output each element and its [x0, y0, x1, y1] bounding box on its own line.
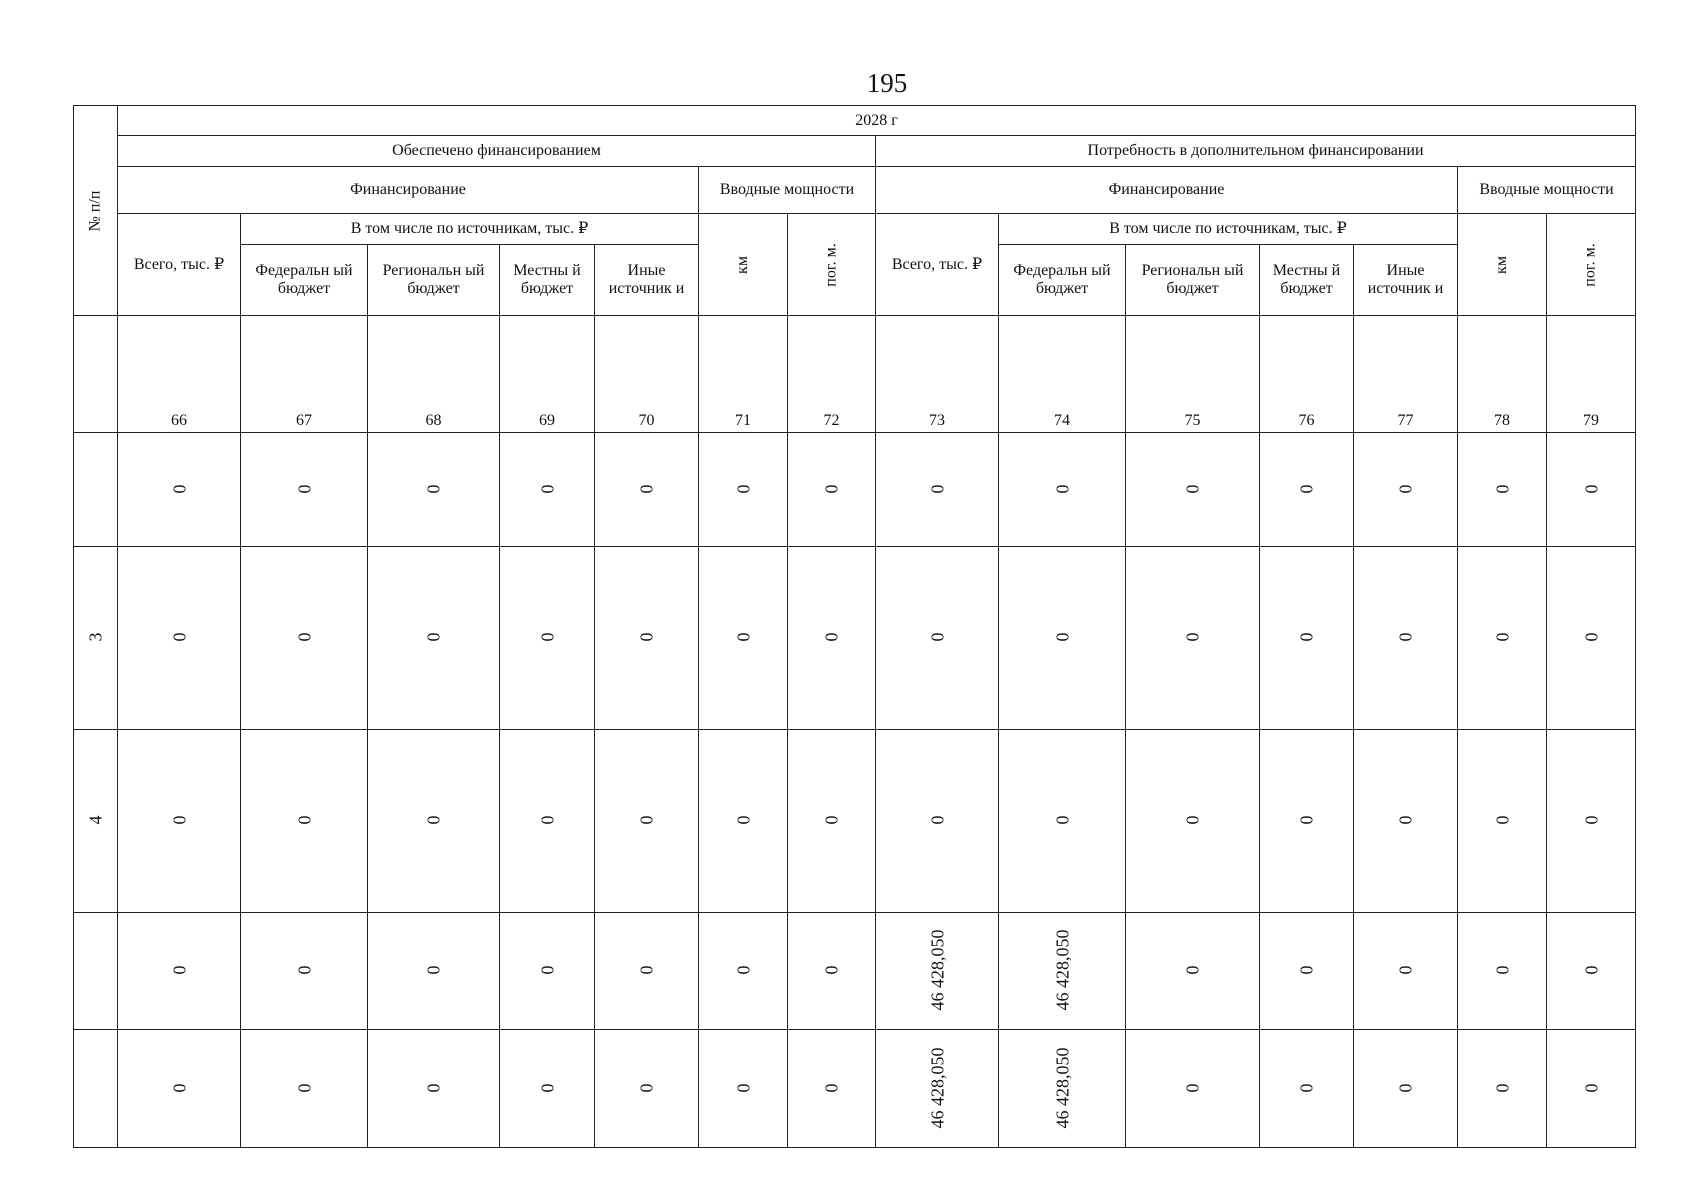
- cell-value: 46 428,050: [927, 1047, 947, 1128]
- table-cell: [595, 913, 699, 1030]
- federal-header-secured: Федеральн ый бюджет: [241, 245, 368, 316]
- local-header-need: Местны й бюджет: [1260, 245, 1354, 316]
- cell-value: 0: [294, 965, 314, 975]
- table-cell: [241, 547, 368, 730]
- table-cell: [1260, 1030, 1354, 1148]
- cell-value: 0: [423, 632, 444, 642]
- regional-header-secured: Региональн ый бюджет: [368, 245, 500, 316]
- cell-value: 0: [294, 815, 314, 825]
- cell-value: 0: [636, 484, 657, 493]
- cell-value: 0: [294, 484, 314, 493]
- cell-value: 0: [1296, 632, 1317, 642]
- column-number: 74: [999, 316, 1126, 433]
- pog-m-header-secured: пог. м.: [788, 214, 876, 316]
- data-rows: [74, 433, 1636, 1148]
- table-cell: [1260, 547, 1354, 730]
- table-cell: [595, 730, 699, 913]
- cell-value: 46 428,050: [1052, 929, 1072, 1011]
- table-cell: [1354, 913, 1458, 1030]
- table-cell: [1126, 433, 1260, 547]
- cell-value: 0: [733, 965, 753, 975]
- row-number-cell: [74, 433, 118, 547]
- table-cell: [118, 730, 241, 913]
- other-header-secured: Иные источник и: [595, 245, 699, 316]
- table-cell: [368, 913, 500, 1030]
- cell-value: 0: [636, 965, 657, 975]
- table-cell: [1458, 547, 1547, 730]
- column-numbers-row: [74, 316, 1636, 433]
- cell-value: 0: [1395, 1083, 1416, 1092]
- table-cell: [999, 913, 1126, 1030]
- sources-header-secured: В том числе по источникам, тыс. ₽: [241, 214, 699, 245]
- column-number: 78: [1458, 316, 1547, 433]
- table-cell: [1354, 547, 1458, 730]
- table-cell: [1126, 913, 1260, 1030]
- table-row: [74, 433, 1636, 547]
- capacity-header-secured: Вводные мощности: [699, 167, 876, 214]
- cell-value: 0: [1492, 1083, 1512, 1092]
- cell-value: 0: [1395, 484, 1416, 493]
- column-number: 75: [1126, 316, 1260, 433]
- table-cell: [1126, 1030, 1260, 1148]
- table-cell: [1547, 547, 1636, 730]
- row-number-cell: [74, 1030, 118, 1148]
- column-number: 70: [595, 316, 699, 433]
- table-cell: [500, 913, 595, 1030]
- cell-value: 0: [294, 632, 314, 642]
- row-number: 3: [85, 632, 106, 642]
- cell-value: 0: [1052, 632, 1072, 642]
- table-cell: [241, 913, 368, 1030]
- table-cell: [876, 1030, 999, 1148]
- table-cell: [500, 1030, 595, 1148]
- cell-value: 0: [1296, 965, 1317, 975]
- cell-value: 0: [1395, 632, 1416, 642]
- cell-value: 0: [927, 632, 947, 642]
- cell-value: 0: [537, 1083, 557, 1092]
- cell-value: 0: [537, 484, 557, 493]
- column-number: 73: [876, 316, 999, 433]
- table-cell: [1126, 730, 1260, 913]
- table-cell: [1547, 433, 1636, 547]
- column-number: 66: [118, 316, 241, 433]
- column-number: 72: [788, 316, 876, 433]
- cell-value: 0: [821, 484, 842, 493]
- cell-value: 0: [1492, 632, 1512, 642]
- cell-value: 0: [1492, 815, 1512, 825]
- table-cell: [788, 1030, 876, 1148]
- table-cell: [241, 433, 368, 547]
- column-number: 71: [699, 316, 788, 433]
- financing-header-need: Финансирование: [876, 167, 1458, 214]
- column-number: 69: [500, 316, 595, 433]
- cell-value: 0: [1296, 484, 1317, 493]
- column-number: 67: [241, 316, 368, 433]
- table-cell: [699, 433, 788, 547]
- cell-value: 0: [1492, 965, 1512, 975]
- cell-value: 0: [1182, 1083, 1203, 1092]
- financing-header-secured: Финансирование: [118, 167, 699, 214]
- table-cell: [1458, 913, 1547, 1030]
- table-cell: [699, 547, 788, 730]
- local-header-secured: Местны й бюджет: [500, 245, 595, 316]
- cell-value: 0: [1182, 484, 1203, 493]
- table-cell: [1547, 730, 1636, 913]
- cell-value: 0: [169, 1083, 189, 1092]
- cell-value: 0: [169, 965, 189, 975]
- cell-value: 46 428,050: [1052, 1047, 1072, 1128]
- table-cell: [1260, 730, 1354, 913]
- cell-value: 0: [537, 632, 557, 642]
- table-cell: [788, 433, 876, 547]
- table-cell: [699, 730, 788, 913]
- total-header-need: Всего, тыс. ₽: [876, 214, 999, 316]
- cell-value: 0: [821, 1083, 842, 1092]
- cell-value: 0: [1395, 965, 1416, 975]
- table-cell: [1354, 1030, 1458, 1148]
- table-cell: [241, 730, 368, 913]
- table-cell: [368, 433, 500, 547]
- table-cell: [368, 547, 500, 730]
- table-row: [74, 730, 1636, 913]
- table-cell: [1126, 547, 1260, 730]
- cell-value: 0: [636, 1083, 657, 1092]
- table-cell: [788, 913, 876, 1030]
- cell-value: 0: [636, 632, 657, 642]
- cell-value: 0: [537, 965, 557, 975]
- row-number-cell: [74, 730, 118, 913]
- table-cell: [595, 547, 699, 730]
- cell-value: 0: [1052, 484, 1072, 493]
- cell-value: 0: [1052, 815, 1072, 825]
- table-cell: [999, 1030, 1126, 1148]
- cell-value: 0: [821, 815, 842, 825]
- cell-value: 0: [927, 815, 947, 825]
- table-cell: [368, 730, 500, 913]
- cell-value: 0: [1296, 815, 1317, 825]
- cell-value: 0: [1581, 484, 1602, 493]
- column-number: 79: [1547, 316, 1636, 433]
- row-number-header: № п/п: [74, 106, 118, 316]
- table-cell: [118, 433, 241, 547]
- table-cell: [1354, 730, 1458, 913]
- table-row: [74, 913, 1636, 1030]
- column-number: 68: [368, 316, 500, 433]
- cell-value: 0: [423, 815, 444, 825]
- cell-value: 0: [294, 1083, 314, 1092]
- table-row: [74, 1030, 1636, 1148]
- cell-value: 0: [423, 965, 444, 975]
- cell-value: 0: [1581, 1083, 1602, 1092]
- table-cell: [1354, 433, 1458, 547]
- cell-value: 0: [1296, 1083, 1317, 1092]
- table-cell: [999, 433, 1126, 547]
- table-cell: [118, 1030, 241, 1148]
- cell-value: 0: [169, 632, 189, 642]
- cell-value: 0: [733, 484, 753, 493]
- other-header-need: Иные источник и: [1354, 245, 1458, 316]
- cell-value: 0: [1581, 632, 1602, 642]
- table-cell: [595, 1030, 699, 1148]
- table-row: [74, 547, 1636, 730]
- financing-table: [73, 105, 1636, 1148]
- pog-m-header-need: пог. м.: [1547, 214, 1636, 316]
- table-cell: [999, 730, 1126, 913]
- km-header-need: км: [1458, 214, 1547, 316]
- table-cell: [1458, 1030, 1547, 1148]
- column-number-blank: [74, 316, 118, 433]
- cell-value: 0: [821, 632, 842, 642]
- total-header-secured: Всего, тыс. ₽: [118, 214, 241, 316]
- table-cell: [595, 433, 699, 547]
- cell-value: 0: [636, 815, 657, 825]
- page-number: 195: [866, 68, 908, 98]
- table-cell: [368, 1030, 500, 1148]
- table-cell: [1260, 913, 1354, 1030]
- cell-value: 0: [733, 815, 753, 825]
- table-cell: [788, 730, 876, 913]
- table-cell: [788, 547, 876, 730]
- table-cell: [500, 433, 595, 547]
- table-cell: [118, 547, 241, 730]
- row-number-cell: [74, 913, 118, 1030]
- cell-value: 0: [537, 815, 557, 825]
- federal-header-need: Федеральн ый бюджет: [999, 245, 1126, 316]
- table-cell: [1458, 433, 1547, 547]
- table-cell: [1547, 1030, 1636, 1148]
- cell-value: 0: [733, 632, 753, 642]
- table-cell: [876, 433, 999, 547]
- column-number: 77: [1354, 316, 1458, 433]
- cell-value: 0: [1182, 815, 1203, 825]
- table-cell: [500, 730, 595, 913]
- table-cell: [500, 547, 595, 730]
- cell-value: 0: [733, 1083, 753, 1092]
- table-cell: [876, 730, 999, 913]
- row-number: 4: [85, 815, 106, 825]
- table-cell: [1260, 433, 1354, 547]
- column-number: 76: [1260, 316, 1354, 433]
- cell-value: 46 428,050: [927, 929, 947, 1011]
- row-number-cell: [74, 547, 118, 730]
- cell-value: 0: [1581, 815, 1602, 825]
- cell-value: 0: [1492, 484, 1512, 493]
- table-cell: [876, 547, 999, 730]
- cell-value: 0: [1581, 965, 1602, 975]
- secured-funding-header: Обеспечено финансированием: [118, 136, 876, 167]
- table-cell: [699, 1030, 788, 1148]
- km-header-secured: км: [699, 214, 788, 316]
- cell-value: 0: [423, 484, 444, 493]
- cell-value: 0: [1182, 632, 1203, 642]
- table-cell: [118, 913, 241, 1030]
- cell-value: 0: [1395, 815, 1416, 825]
- table-cell: [1547, 913, 1636, 1030]
- cell-value: 0: [1182, 965, 1203, 975]
- table-cell: [699, 913, 788, 1030]
- table-cell: [241, 1030, 368, 1148]
- cell-value: 0: [169, 815, 189, 825]
- additional-funding-header: Потребность в дополнительном финансировании: [876, 136, 1636, 167]
- table-cell: [876, 913, 999, 1030]
- cell-value: 0: [821, 965, 842, 975]
- cell-value: 0: [169, 484, 189, 493]
- regional-header-need: Региональн ый бюджет: [1126, 245, 1260, 316]
- capacity-header-need: Вводные мощности: [1458, 167, 1636, 214]
- table-cell: [999, 547, 1126, 730]
- table-cell: [1458, 730, 1547, 913]
- cell-value: 0: [423, 1083, 444, 1092]
- year-header: 2028 г: [118, 106, 1636, 136]
- cell-value: 0: [927, 484, 947, 493]
- sources-header-need: В том числе по источникам, тыс. ₽: [999, 214, 1458, 245]
